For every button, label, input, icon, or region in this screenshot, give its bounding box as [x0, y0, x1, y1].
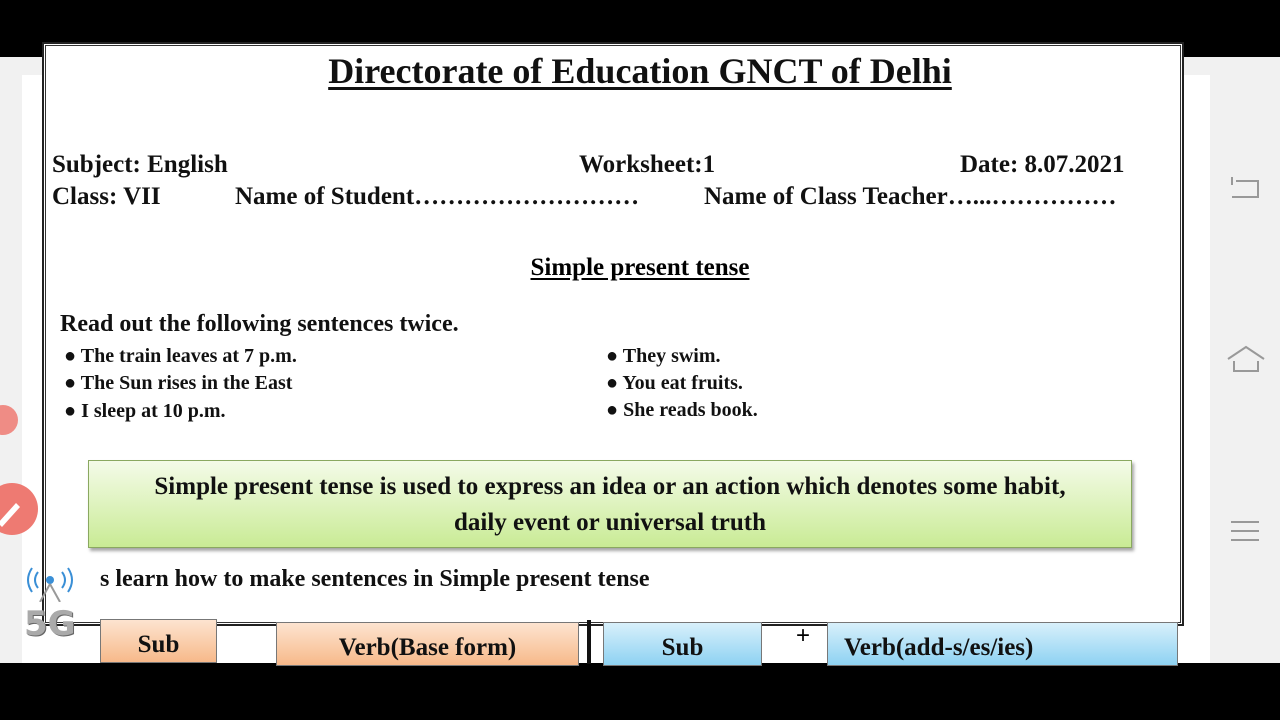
- verb-base-cell: Verb(Base form): [276, 622, 579, 666]
- definition-box: [88, 460, 1132, 548]
- worksheet-number: Worksheet:1: [579, 151, 716, 178]
- worksheet-date: Date: 8.07.2021: [960, 151, 1125, 178]
- back-icon[interactable]: [1228, 175, 1262, 205]
- verb-s-cell: Verb(add-s/es/ies): [827, 622, 1178, 666]
- menu-icon[interactable]: [1231, 519, 1259, 547]
- network-label: 5G: [24, 604, 76, 644]
- signal-icon: [22, 562, 78, 654]
- student-name-field: Name of Student………………………: [235, 183, 640, 210]
- plus-sign: +: [796, 622, 811, 649]
- list-item: ● They swim.: [606, 345, 721, 367]
- teacher-name-field: Name of Class Teacher…...……………: [704, 183, 1117, 210]
- list-item: ● I sleep at 10 p.m.: [64, 400, 226, 422]
- list-item: ● The Sun rises in the East: [64, 372, 293, 394]
- home-icon[interactable]: [1226, 345, 1266, 379]
- definition-line: Simple present tense is used to express an idea or an action which denotes some habit,: [154, 473, 1066, 500]
- class-label: Class: VII: [52, 183, 161, 210]
- subject-cell: Sub: [100, 619, 217, 663]
- topic-heading: Simple present tense: [530, 254, 750, 281]
- instruction-text: Read out the following sentences twice.: [60, 311, 459, 337]
- learn-heading: s learn how to make sentences in Simple present tense: [100, 566, 650, 592]
- worksheet-title: Directorate of Education GNCT of Delhi: [328, 51, 952, 91]
- list-item: ● She reads book.: [606, 399, 758, 421]
- subject-cell: Sub: [603, 622, 762, 666]
- subject-label: Subject: English: [52, 151, 228, 178]
- edit-icon[interactable]: [0, 483, 38, 535]
- table-divider: [587, 620, 591, 664]
- list-item: ● You eat fruits.: [606, 372, 743, 394]
- list-item: ● The train leaves at 7 p.m.: [64, 345, 297, 367]
- definition-line: daily event or universal truth: [453, 509, 767, 536]
- pin-icon[interactable]: [0, 405, 18, 435]
